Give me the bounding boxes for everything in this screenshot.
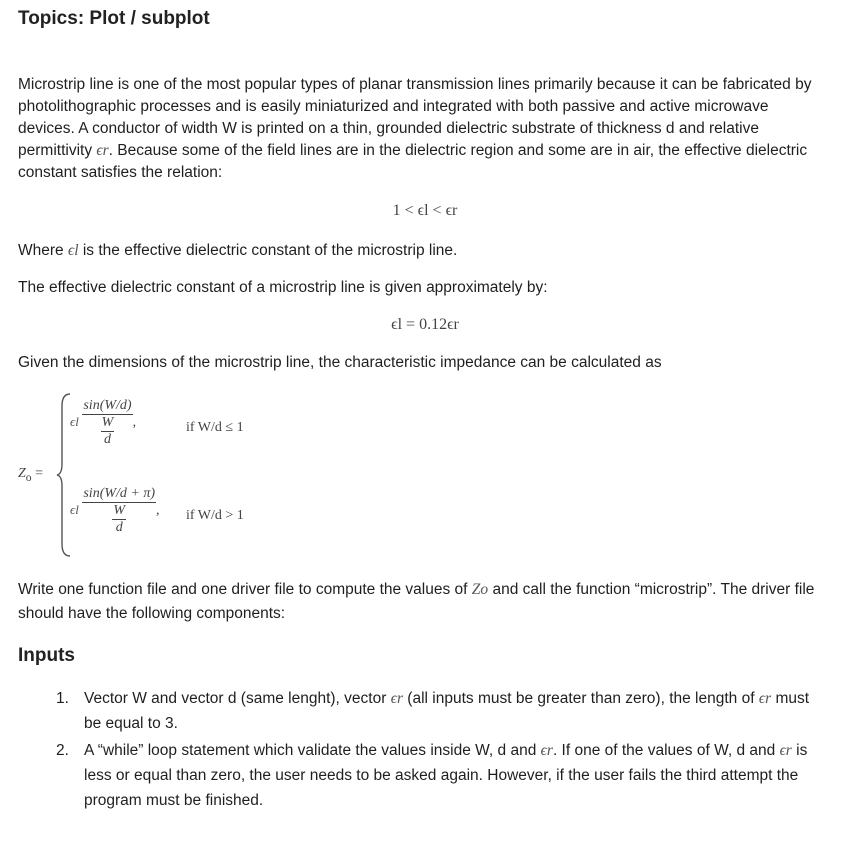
given-line: Given the dimensions of the microstrip line, the characteristic impedance can be calculated as: [18, 354, 662, 371]
case-2-expression: ϵl $\frac{\sin(W/d + \pi)}{\frac{W}{d}}$ ,: [70, 486, 160, 535]
symbol-eps-r: ϵr: [96, 142, 109, 159]
where-text-2: is the effective dielectric constant of the microstrip line.: [82, 242, 458, 259]
task-paragraph: [18, 578, 828, 626]
item-2-text-c: is less or equal than zero, the user needs to be asked again. However, if the user fails the third attempt the program must be finished.: [84, 742, 808, 809]
page-title: Topics: Plot / subplot: [18, 8, 210, 29]
intro-text-2: . Because some of the field lines are in the dielectric region and some are in air, the effective dielectric constant satisfies the relation:: [18, 142, 808, 181]
item-2-text-b: . If one of the values of W, d and: [552, 742, 776, 759]
approx-equation: ϵl = 0.12ϵr: [391, 316, 459, 333]
case-2-eps-l: ϵl: [70, 502, 79, 518]
where-text-1: Where: [18, 242, 64, 259]
list-item-number: 1.: [56, 690, 69, 707]
list-item: [58, 686, 818, 736]
case-1-numerator: sin(W/d): [83, 398, 132, 413]
intro-text-1: Microstrip line is one of the most popular types of planar transmission lines primarily because it can be fabricated by photolithographic processes and is easily miniaturized and integrated with both passive and active microwave devices. A conductor of width W is printed on a thin, grounded dielectric substrate of thickness d and relative permittivity: [18, 76, 812, 159]
item-1-text-a: Vector W and vector d (same lenght), vector: [84, 690, 387, 707]
case-1-fraction: $\frac{\sin(W/d)}{\frac{W}{d}}$: [83, 398, 132, 447]
case-2-condition: if W/d > 1: [186, 508, 244, 523]
list-item-number: 2.: [56, 742, 69, 759]
list-item: [58, 738, 818, 813]
task-text-2: and call the function “microstrip”. The driver file should have the following components:: [18, 581, 815, 622]
symbol-z0: Zo: [471, 581, 489, 598]
case-1-condition: if W/d ≤ 1: [186, 420, 244, 435]
task-text-1: Write one function file and one driver file to compute the values of: [18, 581, 468, 598]
inputs-heading: Inputs: [18, 645, 75, 666]
case-1-eps-l: ϵl: [70, 414, 79, 430]
symbol-eps-l: ϵl: [67, 242, 79, 259]
case-1-expression: ϵl $\frac{\sin(W/d)}{\frac{W}{d}}$ ,: [70, 398, 137, 447]
item-1-text-c: must be equal to 3.: [84, 690, 810, 732]
case-2-numerator: sin(W/d + π): [83, 486, 156, 501]
inequality-equation: 1 < ϵl < ϵr: [392, 202, 458, 219]
item-1-text-b: (all inputs must be greater than zero), the length of: [407, 690, 755, 707]
formula-lhs: $Z_o$ =: [18, 466, 44, 484]
item-1-eps-r-2: ϵr: [758, 690, 772, 707]
item-2-text-a: A “while” loop statement which validate the values inside W, d and: [84, 742, 537, 759]
item-2-eps-r-2: ϵr: [779, 742, 792, 759]
intro-paragraph: [18, 74, 828, 184]
approx-line: The effective dielectric constant of a microstrip line is given approximately by:: [18, 279, 548, 296]
item-2-eps-r-1: ϵr: [540, 742, 553, 759]
where-line: [18, 240, 828, 262]
item-1-eps-r-1: ϵr: [390, 690, 403, 707]
case-2-fraction: $\frac{\sin(W/d + \pi)}{\frac{W}{d}}$: [83, 486, 156, 535]
